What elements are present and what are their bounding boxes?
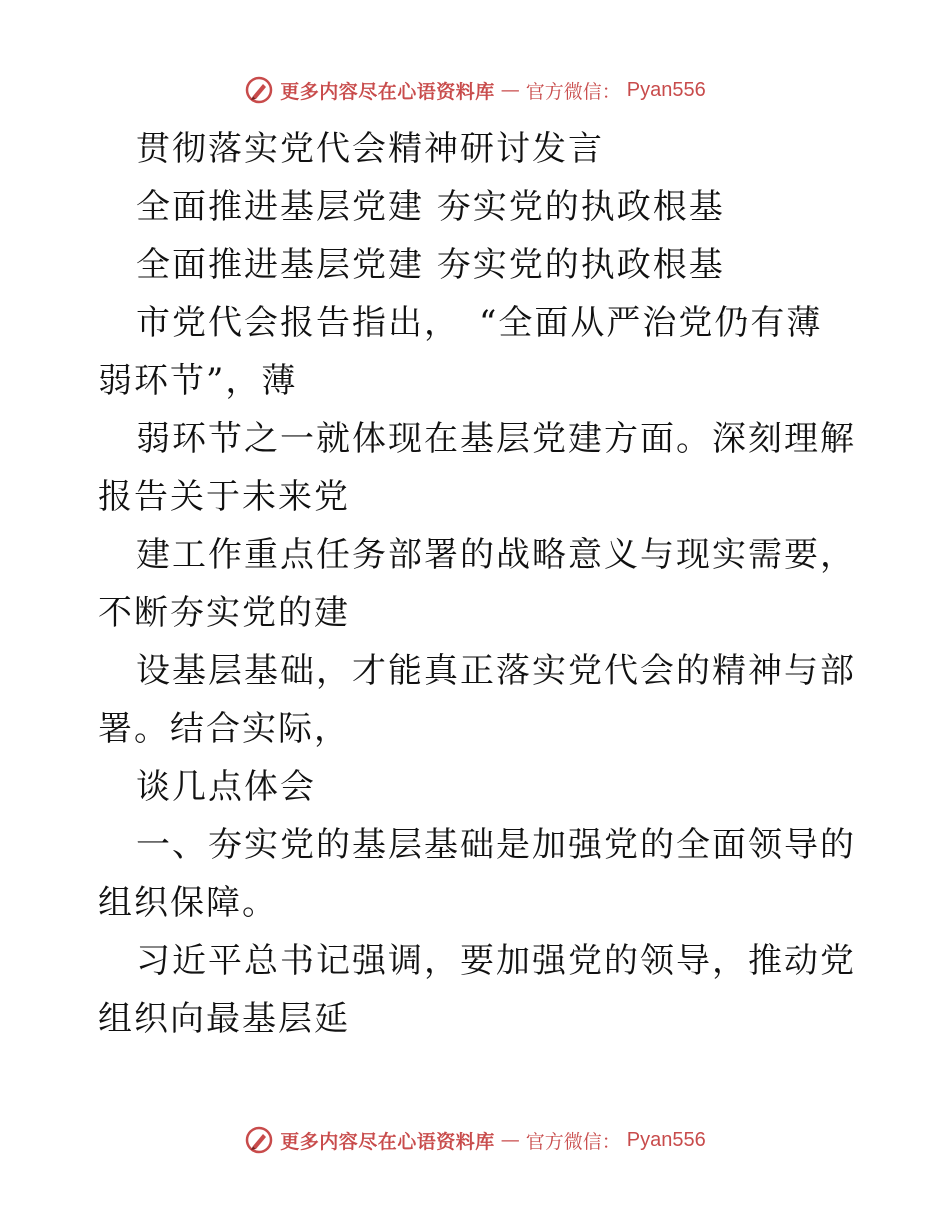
- document-body: [98, 120, 858, 1048]
- header-watermark: [0, 70, 950, 110]
- watermark-main-text: 更多内容尽在心语资料库: [280, 1130, 495, 1153]
- watermark-dash: —: [500, 79, 520, 101]
- paragraph: 建工作重点任务部署的战略意义与现实需要，不断夯实党的建: [98, 535, 856, 633]
- paragraph: 习近平总书记强调，要加强党的领导，推动党组织向最基层延: [98, 941, 856, 1039]
- watermark-main-text: 更多内容尽在心语资料库: [280, 80, 495, 103]
- paragraph-title: 贯彻落实党代会精神研讨发言: [136, 129, 604, 169]
- watermark-dash: —: [500, 1129, 520, 1151]
- paragraph: 弱环节之一就体现在基层党建方面。深刻理解报告关于未来党: [98, 419, 856, 517]
- paragraph: 设基层基础，才能真正落实党代会的精神与部署。结合实际，: [98, 651, 856, 749]
- watermark-sub-text: 官方微信：: [525, 1130, 621, 1153]
- pen-logo-icon: [244, 1125, 274, 1155]
- watermark-wechat-id: Pyan556: [626, 78, 706, 101]
- paragraph-subtitle: 全面推进基层党建 夯实党的执政根基: [136, 187, 725, 227]
- footer-watermark: [0, 1120, 950, 1160]
- paragraph: 谈几点体会: [136, 767, 316, 807]
- watermark-wechat-id: Pyan556: [626, 1128, 706, 1151]
- paragraph: 市党代会报告指出， “全面从严治党仍有薄弱环节”，薄: [98, 303, 823, 401]
- pen-logo-icon: [244, 75, 274, 105]
- paragraph-subtitle-repeat: 全面推进基层党建 夯实党的执政根基: [136, 245, 725, 285]
- watermark-sub-text: 官方微信：: [525, 80, 621, 103]
- paragraph: 一、夯实党的基层基础是加强党的全面领导的组织保障。: [98, 825, 856, 923]
